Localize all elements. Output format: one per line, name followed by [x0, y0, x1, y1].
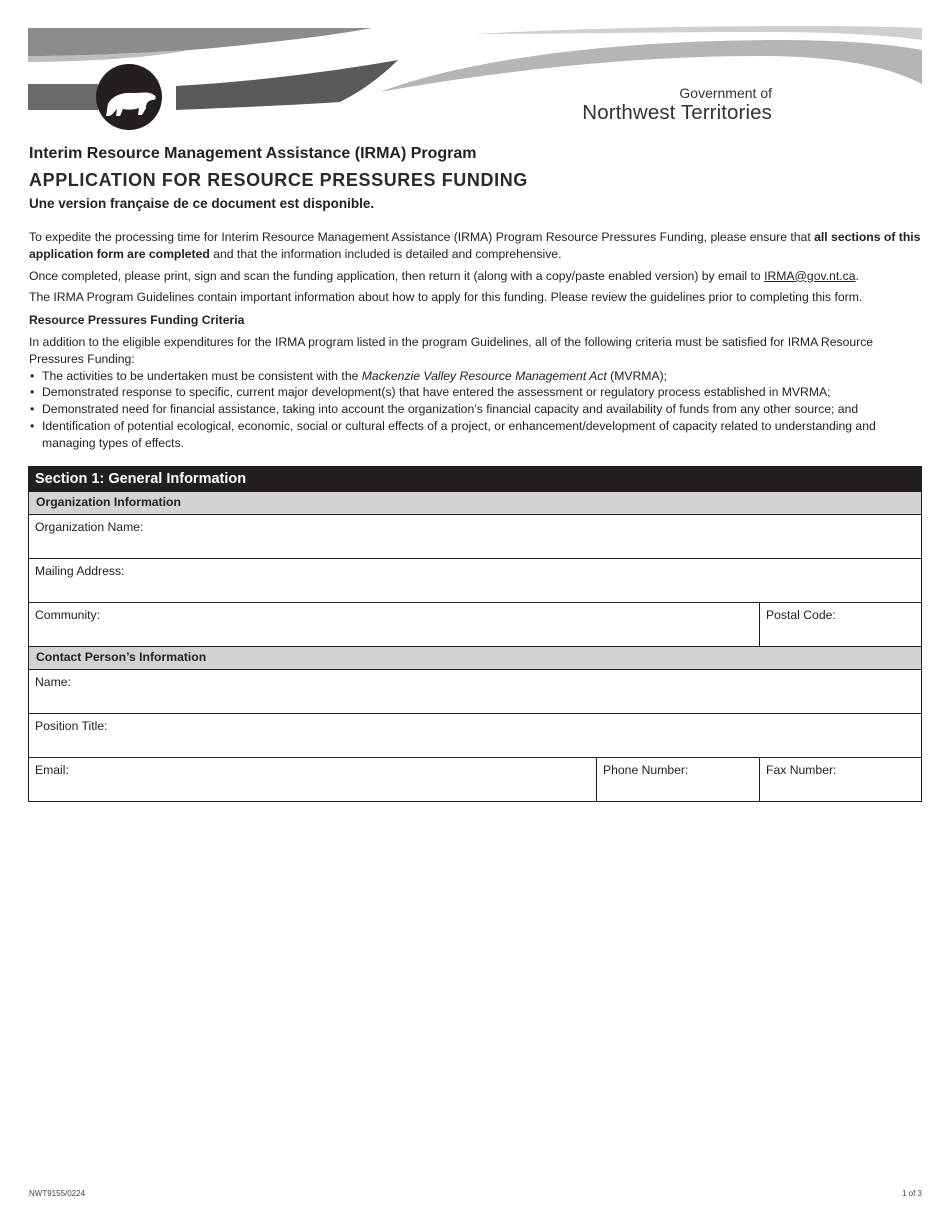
- mailing-address-row: [28, 559, 922, 603]
- french-version-note: Une version française de ce document est disponible.: [29, 196, 375, 211]
- intro-paragraph-1: To expedite the processing time for Interim Resource Management Assistance (IRMA) Program Resource Pressures Funding, please ensure that all sections of this application form are completed and that the information included is detailed and comprehensive.: [29, 230, 921, 261]
- position-title-field[interactable]: Position Title:: [35, 719, 108, 733]
- contact-details-row: [28, 758, 922, 802]
- page-number: 1 of 3: [901, 1189, 922, 1198]
- banner-swoosh-middle: [176, 60, 398, 110]
- contact-name-field[interactable]: Name:: [35, 675, 71, 689]
- intro-paragraph-2: Once completed, please print, sign and scan the funding application, then return it (along with a copy/paste enabled version) by email to IRMA@gov.nt.ca.: [29, 268, 859, 283]
- government-wordmark: [582, 85, 772, 125]
- position-title-row: [28, 714, 922, 758]
- form-number: NWT9155/0224: [29, 1189, 86, 1198]
- criteria-item: • The activities to be undertaken must be consistent with the Mackenzie Valley Resource Management Act (MVRMA);: [29, 368, 922, 385]
- fax-number-field[interactable]: Fax Number:: [766, 763, 837, 777]
- community-row: [28, 603, 922, 647]
- banner-swoosh-top: [28, 28, 372, 56]
- contact-info-header: Contact Person’s Information: [28, 647, 922, 670]
- criteria-item: • Identification of potential ecological, economic, social or cultural effects of a project, or enhancement/development of capacity related to understanding and managing types of effects.: [29, 418, 922, 452]
- organization-name-field[interactable]: Organization Name:: [35, 520, 144, 534]
- email-link[interactable]: IRMA@gov.nt.ca: [764, 268, 856, 283]
- criteria-item: • Demonstrated need for financial assistance, taking into account the organization’s financial capacity and availability of funds from any other source; and: [29, 401, 922, 418]
- organization-info-header: Organization Information: [28, 492, 922, 515]
- criteria-intro: In addition to the eligible expenditures for the IRMA program listed in the program Guidelines, all of the following criteria must be satisfied for IRMA Resource Pressures Funding:: [29, 334, 874, 366]
- title-block: [29, 144, 922, 213]
- government-name-label: Northwest Territories: [582, 101, 772, 124]
- postal-code-field[interactable]: Postal Code:: [766, 608, 836, 622]
- organization-name-row: [28, 515, 922, 559]
- criteria-list: [29, 368, 922, 452]
- community-field[interactable]: Community:: [29, 603, 760, 646]
- criteria-item: • Demonstrated response to specific, current major development(s) that have entered the assessment or regulatory process established in MVRMA;: [29, 384, 922, 401]
- email-field[interactable]: Email:: [29, 758, 597, 801]
- instructions: [29, 229, 922, 452]
- program-title: Interim Resource Management Assistance (IRMA) Program: [29, 145, 477, 162]
- intro-paragraph-3: The IRMA Program Guidelines contain important information about how to apply for this funding. Please review the guidelines prior to completing this form.: [29, 290, 863, 305]
- bear-logo-icon: [96, 64, 162, 130]
- government-of-label: Government of: [679, 85, 772, 101]
- form-title: APPLICATION FOR RESOURCE PRESSURES FUNDING: [29, 170, 528, 190]
- header-banner: [0, 0, 950, 130]
- phone-number-field[interactable]: Phone Number:: [597, 758, 760, 801]
- mailing-address-field[interactable]: Mailing Address:: [35, 564, 125, 578]
- section-general-information: [28, 466, 922, 802]
- contact-name-row: [28, 670, 922, 714]
- section-title: Section 1: General Information: [28, 466, 922, 492]
- criteria-title: Resource Pressures Funding Criteria: [29, 313, 245, 328]
